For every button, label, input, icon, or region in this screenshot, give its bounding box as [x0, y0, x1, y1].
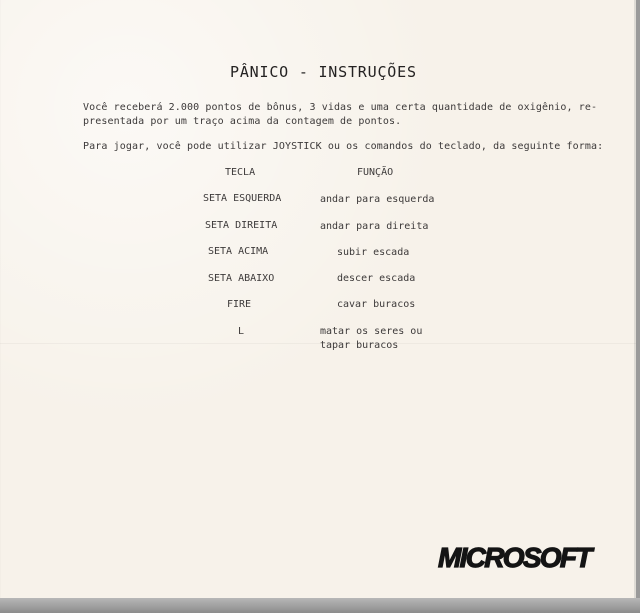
- microsoft-logo: [436, 540, 600, 574]
- l-key: L: [238, 326, 245, 337]
- l-key-function: [320, 325, 430, 353]
- left-arrow-key: SETA ESQUERDA: [203, 193, 282, 204]
- bonus-paragraph-line-1: Você receberá 2.000 pontos de bônus, 3 vidas e uma certa quantidade de oxigênio, re-: [83, 102, 598, 113]
- controls-paragraph: Para jogar, você pode utilizar JOYSTICK ou os comandos do teclado, da seguinte forma:: [83, 141, 604, 152]
- move-left-function: andar para esquerda: [320, 194, 435, 205]
- scan-right-edge: [636, 0, 640, 613]
- dig-holes-function: cavar buracos: [337, 299, 416, 310]
- key-column-header: TECLA: [225, 167, 256, 178]
- climb-ladder-function: subir escada: [337, 247, 410, 258]
- function-column-header: FUNÇÃO: [357, 167, 394, 178]
- move-right-function: andar para direita: [320, 221, 429, 232]
- down-arrow-key: SETA ABAIXO: [208, 273, 275, 284]
- paper-fold-line: [0, 343, 636, 344]
- microsoft-logo-text: MICROSOFT: [438, 542, 591, 573]
- fire-key: FIRE: [227, 299, 252, 310]
- l-key-function-line-1: matar os seres ou: [320, 326, 423, 337]
- bonus-paragraph-line-2: presentada por um traço acima da contagem de pontos.: [83, 116, 402, 127]
- up-arrow-key: SETA ACIMA: [208, 246, 269, 257]
- right-arrow-key: SETA DIREITA: [205, 220, 278, 231]
- descend-ladder-function: descer escada: [337, 273, 416, 284]
- document-title: PÂNICO - INSTRUÇÕES: [230, 63, 417, 81]
- scan-bottom-edge: [0, 598, 640, 613]
- bonus-paragraph: [83, 101, 598, 129]
- l-key-function-line-2: tapar buracos: [320, 340, 399, 351]
